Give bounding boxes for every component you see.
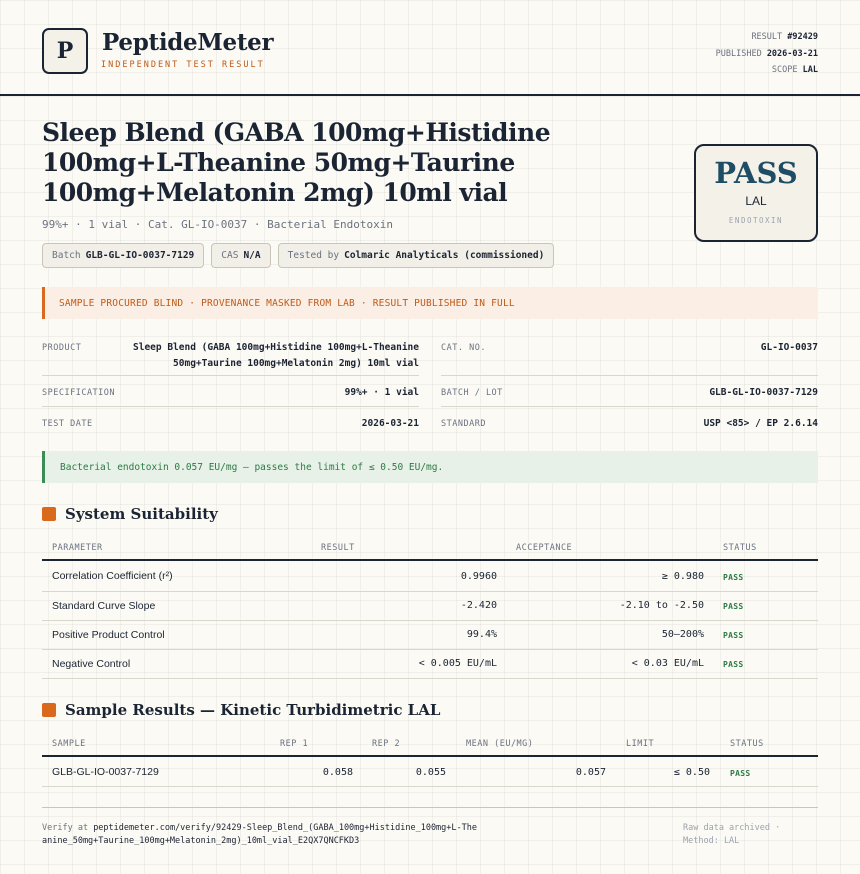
archive-note: Raw data archived · Method: LAL (683, 823, 781, 846)
tested-by-chip (278, 243, 555, 268)
test-date-value: 2026-03-21 (361, 418, 419, 429)
product-title: Sleep Blend (GABA 100mg+Histidine 100mg+L-Theanine 50mg+Taurine 100mg+Melatonin 2mg) 10ml vial (42, 118, 551, 207)
parameter-cell: Positive Product Control (52, 629, 165, 641)
col-header: RESULT (321, 543, 355, 553)
verify-prefix: Verify at (42, 823, 89, 833)
row-divider (42, 591, 818, 592)
brand-logo: P (42, 28, 88, 74)
chip-label: Tested by (287, 250, 340, 261)
standard-value: USP <85> / EP 2.6.14 (703, 418, 818, 429)
divider (441, 406, 818, 407)
sample-results-heading (42, 701, 440, 719)
product-value: Sleep Blend (GABA 100mg+Histidine 100mg+L-Theanine 50mg+Taurine 100mg+Melatonin 2mg) 10ml vial (133, 342, 419, 369)
batch-label: BATCH / LOT (441, 388, 503, 398)
chip-value: Colmaric Analyticals (commissioned) (344, 250, 545, 261)
footer-divider (42, 807, 818, 808)
rep2-cell: 0.055 (415, 767, 446, 778)
verdict-method: LAL (745, 194, 767, 208)
result-cell: < 0.005 EU/mL (418, 658, 497, 669)
result-cell: -2.420 (460, 600, 497, 611)
acceptance-cell: < 0.03 EU/mL (631, 658, 704, 669)
col-header: LIMIT (626, 739, 655, 749)
result-label: RESULT (751, 32, 783, 42)
batch-value: GLB-GL-IO-0037-7129 (709, 387, 818, 398)
verify-text (42, 822, 482, 848)
rep1-cell: 0.058 (322, 767, 353, 778)
verdict-sub: ENDOTOXIN (728, 216, 784, 225)
header-rule (42, 755, 818, 757)
row-divider (42, 678, 818, 679)
verify-link[interactable]: peptidemeter.com/verify/92429-Sleep_Blend_(GABA_100mg+Histidine_100mg+L-Theanine_50mg+Taurine_100mg+Melatonin_2mg)_10ml_vial_E2QX7QNCFKD3 (42, 823, 477, 846)
spec-value: 99%+ · 1 vial (344, 387, 419, 398)
acceptance-cell: ≥ 0.980 (661, 571, 704, 582)
row-divider (42, 620, 818, 621)
divider (42, 406, 419, 407)
status-badge: PASS (723, 602, 744, 611)
acceptance-cell: -2.10 to -2.50 (619, 600, 704, 611)
report-meta (716, 29, 818, 79)
section-title: Sample Results — Kinetic Turbidimetric LAL (65, 701, 441, 719)
sample-cell: GLB-GL-IO-0037-7129 (52, 766, 159, 778)
spec-label: SPECIFICATION (42, 388, 116, 398)
col-header: STATUS (723, 543, 757, 553)
limit-cell: ≤ 0.50 (673, 767, 710, 778)
cas-chip (211, 243, 270, 268)
parameter-cell: Correlation Coefficient (r²) (52, 570, 173, 582)
verdict-card (694, 144, 818, 242)
status-badge: PASS (723, 660, 744, 669)
section-marker-icon (42, 507, 56, 521)
header-rule (42, 559, 818, 561)
result-summary: Bacterial endotoxin 0.057 EU/mg — passes the limit of ≤ 0.50 EU/mg. (42, 451, 818, 483)
col-header: SAMPLE (52, 739, 86, 749)
col-header: STATUS (730, 739, 764, 749)
row-divider (42, 786, 818, 787)
divider (441, 375, 818, 376)
col-header: PARAMETER (52, 543, 103, 553)
product-subtitle: 99%+ · 1 vial · Cat. GL-IO-0037 · Bacterial Endotoxin (42, 218, 393, 231)
system-suitability-heading (42, 505, 218, 523)
parameter-cell: Standard Curve Slope (52, 600, 156, 612)
blind-notice: SAMPLE PROCURED BLIND · PROVENANCE MASKED FROM LAB · RESULT PUBLISHED IN FULL (42, 287, 818, 319)
verdict-word: PASS (714, 156, 798, 190)
cat-label: CAT. NO. (441, 343, 486, 353)
chip-row (42, 243, 554, 268)
col-header: REP 1 (280, 739, 309, 749)
brand-tagline: INDEPENDENT TEST RESULT (101, 60, 265, 70)
section-title: System Suitability (65, 505, 218, 523)
product-label: PRODUCT (42, 343, 82, 353)
result-number: #92429 (787, 32, 818, 42)
cat-value: GL-IO-0037 (760, 342, 818, 353)
batch-chip (42, 243, 204, 268)
status-badge: PASS (723, 631, 744, 640)
result-cell: 99.4% (466, 629, 497, 640)
acceptance-cell: 50–200% (661, 629, 704, 640)
divider (42, 375, 419, 376)
chip-value: GLB-GL-IO-0037-7129 (85, 250, 195, 261)
chip-label: Batch (52, 250, 81, 261)
row-divider (42, 649, 818, 650)
scope-label: SCOPE (771, 65, 798, 75)
status-badge: PASS (730, 769, 751, 778)
col-header: MEAN (EU/MG) (466, 739, 534, 749)
chip-label: CAS (221, 250, 239, 261)
mean-cell: 0.057 (575, 767, 606, 778)
status-badge: PASS (723, 573, 744, 582)
chip-value: N/A (243, 250, 261, 261)
result-cell: 0.9960 (460, 571, 497, 582)
brand-name: PeptideMeter (102, 29, 274, 56)
standard-label: STANDARD (441, 419, 486, 429)
col-header: ACCEPTANCE (516, 543, 573, 553)
section-marker-icon (42, 703, 56, 717)
scope-value: LAL (802, 65, 818, 75)
page-header (0, 0, 860, 96)
published-label: PUBLISHED (715, 48, 762, 59)
test-date-label: TEST DATE (42, 419, 93, 429)
parameter-cell: Negative Control (52, 658, 131, 670)
published-date: 2026-03-21 (766, 48, 818, 59)
col-header: REP 2 (372, 739, 401, 749)
